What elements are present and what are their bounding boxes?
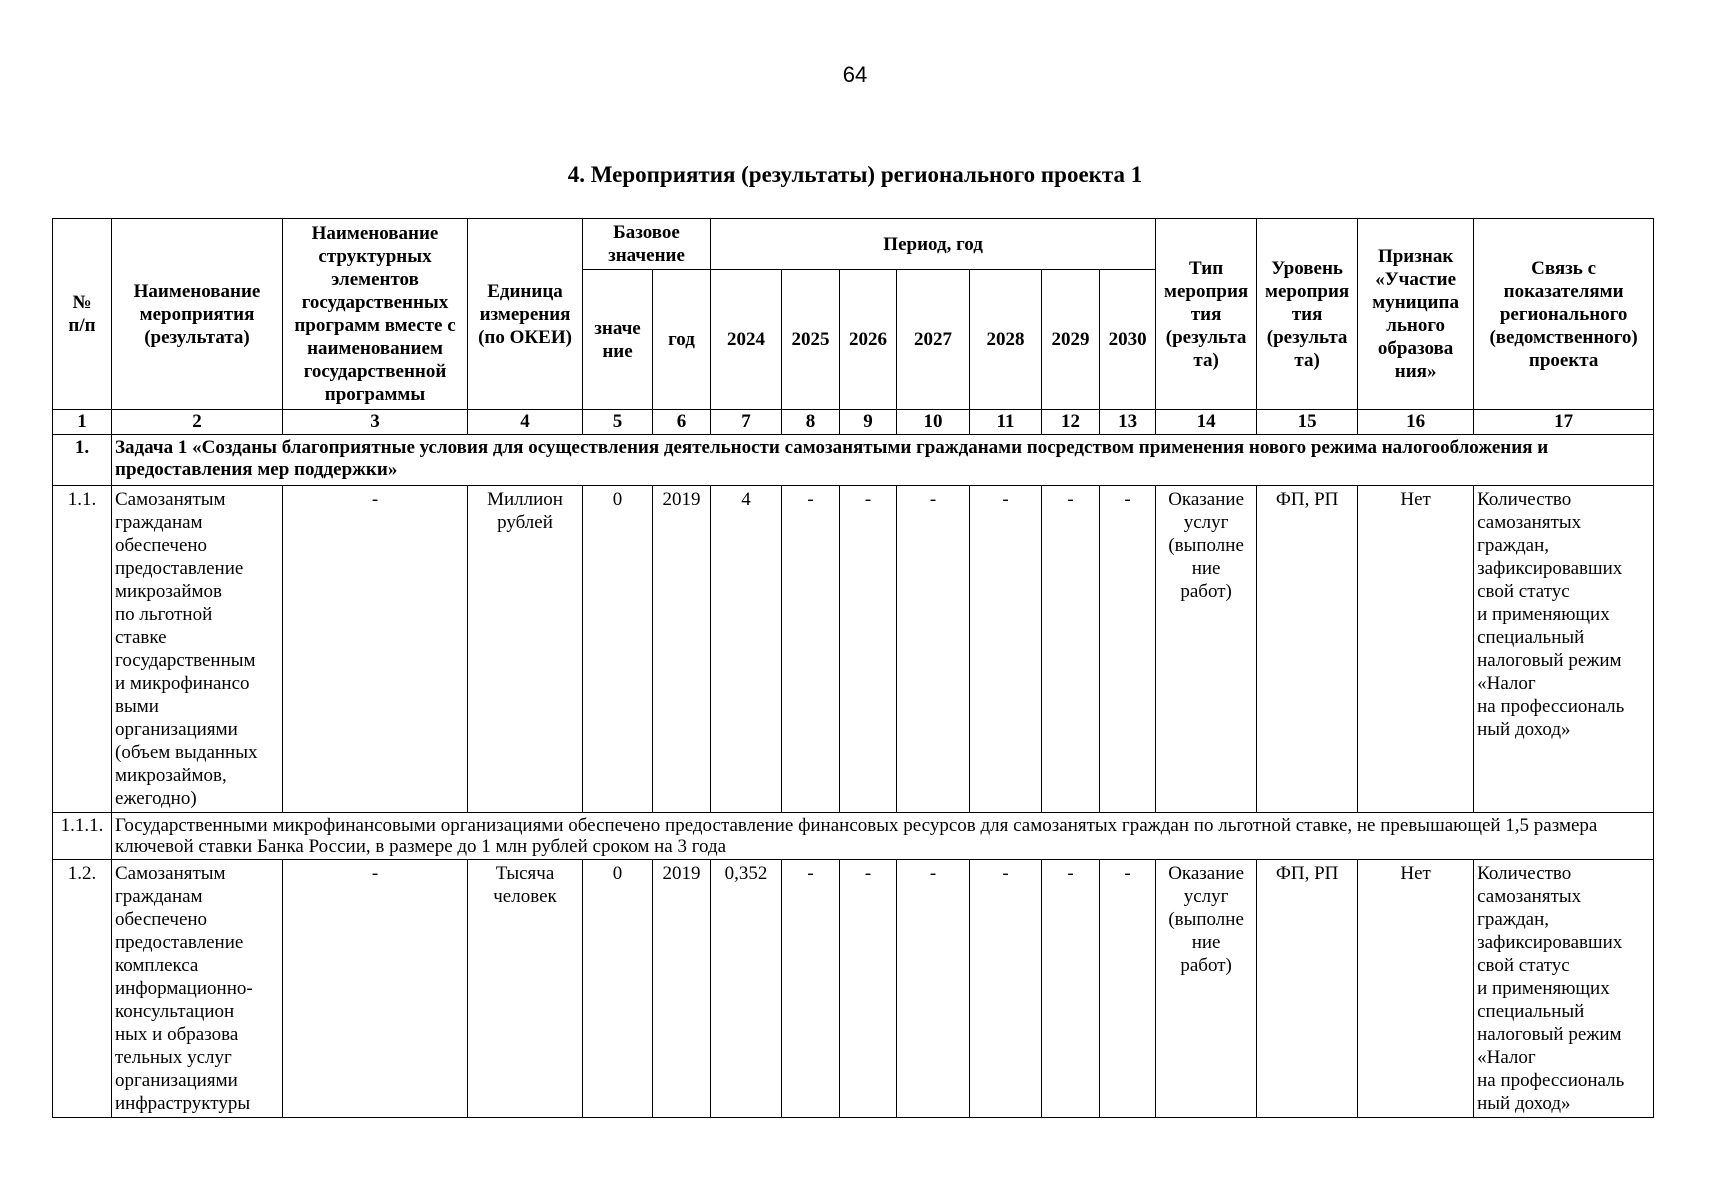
- column-number: 3: [283, 410, 468, 435]
- indicator-link: Количество самозанятых граждан, зафиксировавших свой статус и применяющих специальный налоговый режим «Налог на профессиональ ный доход»: [1474, 860, 1654, 1118]
- structural-element: -: [283, 486, 468, 813]
- header-year: 2025: [782, 270, 840, 410]
- column-number: 4: [468, 410, 583, 435]
- header-no: № п/п: [53, 219, 112, 410]
- column-number: 5: [583, 410, 653, 435]
- header-name: Наименование мероприятия (результата): [112, 219, 283, 410]
- header-period: Период, год: [711, 219, 1156, 270]
- year-value: -: [970, 860, 1042, 1118]
- column-number: 13: [1100, 410, 1156, 435]
- sub-row-number: 1.1.1.: [53, 813, 112, 860]
- column-number: 12: [1042, 410, 1100, 435]
- base-year: 2019: [653, 486, 711, 813]
- header-link: Связь с показателями регионального (ведомственного) проекта: [1474, 219, 1654, 410]
- year-value: -: [1100, 486, 1156, 813]
- year-value: -: [970, 486, 1042, 813]
- column-number: 6: [653, 410, 711, 435]
- year-value: -: [897, 860, 970, 1118]
- header-type: Тип мероприя тия (результа та): [1156, 219, 1257, 410]
- header-year: 2026: [840, 270, 897, 410]
- row-number: 1.1.: [53, 486, 112, 813]
- table-row: [53, 486, 1654, 813]
- header-year: 2030: [1100, 270, 1156, 410]
- year-value: -: [782, 860, 840, 1118]
- sub-row: [53, 813, 1654, 860]
- column-numbers-row: [53, 410, 1654, 435]
- header-year: 2029: [1042, 270, 1100, 410]
- municipal-flag: Нет: [1358, 486, 1474, 813]
- header-row-1: [53, 219, 1654, 270]
- unit: Миллион рублей: [468, 486, 583, 813]
- column-number: 11: [970, 410, 1042, 435]
- event-type: Оказание услуг (выполне ние работ): [1156, 486, 1257, 813]
- header-base-value: значе ние: [583, 270, 653, 410]
- header-municipal: Признак «Участие муниципа льного образова ния»: [1358, 219, 1474, 410]
- row-number: 1.2.: [53, 860, 112, 1118]
- indicator-link: Количество самозанятых граждан, зафиксировавших свой статус и применяющих специальный налоговый режим «Налог на профессиональ ный доход»: [1474, 486, 1654, 813]
- column-number: 9: [840, 410, 897, 435]
- header-year: 2028: [970, 270, 1042, 410]
- unit: Тысяча человек: [468, 860, 583, 1118]
- task-row: [53, 435, 1654, 486]
- column-number: 10: [897, 410, 970, 435]
- event-type: Оказание услуг (выполне ние работ): [1156, 860, 1257, 1118]
- year-value: 0,352: [711, 860, 782, 1118]
- sub-row-text: Государственными микрофинансовыми организациями обеспечено предоставление финансовых ресурсов для самозанятых граждан по льготной ставке, не превышающей 1,5 размера ключевой ставки Банка России, в размере до 1 млн рублей сроком на 3 года: [112, 813, 1654, 860]
- header-year: 2024: [711, 270, 782, 410]
- base-value: 0: [583, 486, 653, 813]
- base-year: 2019: [653, 860, 711, 1118]
- year-value: -: [840, 486, 897, 813]
- year-value: -: [1042, 860, 1100, 1118]
- year-value: -: [840, 860, 897, 1118]
- event-level: ФП, РП: [1257, 486, 1358, 813]
- structural-element: -: [283, 860, 468, 1118]
- header-base: Базовое значение: [583, 219, 711, 270]
- column-number: 1: [53, 410, 112, 435]
- task-text: Задача 1 «Созданы благоприятные условия для осуществления деятельности самозанятыми гражданами посредством применения нового режима налогообложения и предоставления мер поддержки»: [112, 435, 1654, 486]
- base-value: 0: [583, 860, 653, 1118]
- event-level: ФП, РП: [1257, 860, 1358, 1118]
- task-number: 1.: [53, 435, 112, 486]
- year-value: -: [782, 486, 840, 813]
- municipal-flag: Нет: [1358, 860, 1474, 1118]
- column-number: 2: [112, 410, 283, 435]
- page-title: 4. Мероприятия (результаты) регионального проекта 1: [567, 162, 1143, 187]
- page-number: 64: [842, 62, 868, 87]
- year-value: -: [897, 486, 970, 813]
- header-year: 2027: [897, 270, 970, 410]
- event-name: Самозанятым гражданам обеспечено предоставление комплекса информационно- консультацион ных и образова тельных услуг организациями инфраструктуры: [112, 860, 283, 1118]
- column-number: 7: [711, 410, 782, 435]
- header-level: Уровень мероприя тия (результа та): [1257, 219, 1358, 410]
- header-base-year: год: [653, 270, 711, 410]
- event-name: Самозанятым гражданам обеспечено предоставление микрозаймов по льготной ставке государственным и микрофинансо выми организациями (объем выданных микрозаймов, ежегодно): [112, 486, 283, 813]
- column-number: 14: [1156, 410, 1257, 435]
- table-row: [53, 860, 1654, 1118]
- year-value: 4: [711, 486, 782, 813]
- year-value: -: [1100, 860, 1156, 1118]
- column-number: 17: [1474, 410, 1654, 435]
- header-structural: Наименование структурных элементов государственных программ вместе с наименованием государственной программы: [283, 219, 468, 410]
- column-number: 16: [1358, 410, 1474, 435]
- column-number: 15: [1257, 410, 1358, 435]
- header-unit: Единица измерения (по ОКЕИ): [468, 219, 583, 410]
- events-table: [52, 218, 1654, 1118]
- column-number: 8: [782, 410, 840, 435]
- year-value: -: [1042, 486, 1100, 813]
